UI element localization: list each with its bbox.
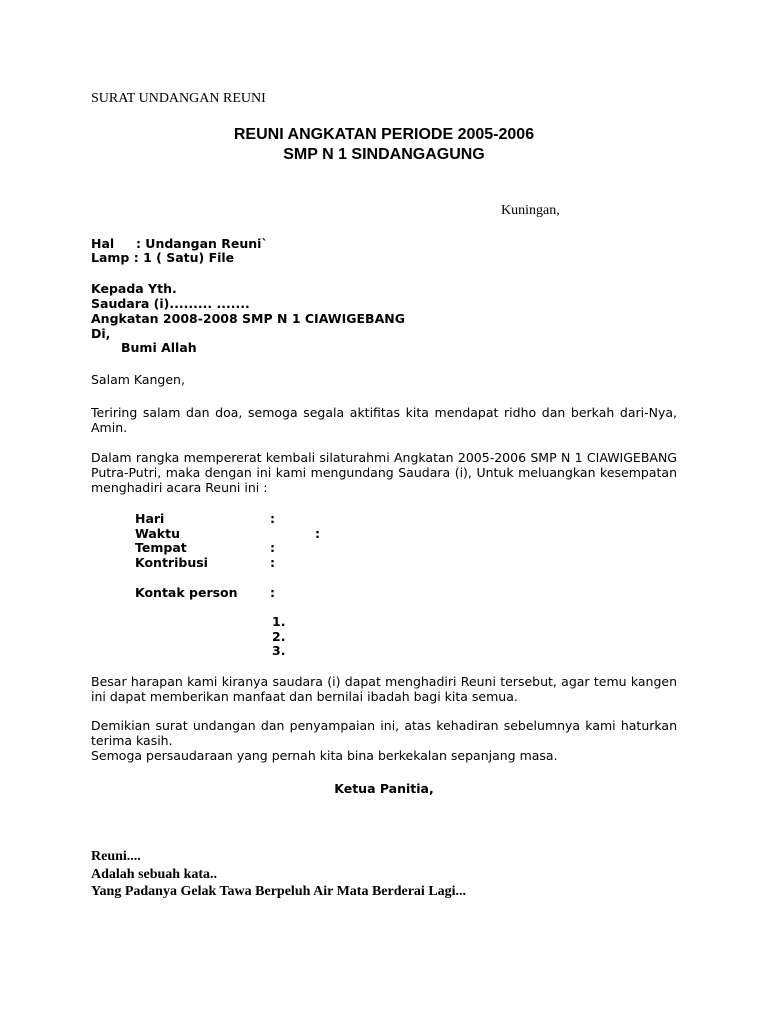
paragraph-invitation: Dalam rangka mempererat kembali silaturahmi Angkatan 2005-2006 SMP N 1 CIAWIGEBANG Putra-Putri, maka dengan ini kami mengundang Saudara (i), Untuk meluangkan kesempatan menghadiri acara Reuni ini : — [91, 450, 677, 495]
title-line-2: SMP N 1 SINDANGAGUNG — [283, 146, 485, 163]
paragraph-opening: Teriring salam dan doa, semoga segala aktifitas kita mendapat ridho dan berkah dari-Nya, Amin. — [91, 405, 677, 435]
contact-number-1: 1. — [272, 614, 286, 629]
place-date: Kuningan, — [501, 203, 560, 218]
event-colon: : — [270, 540, 275, 555]
recipient-kepada: Kepada Yth. — [91, 281, 177, 296]
quote-line-2: Adalah sebuah kata.. — [91, 867, 218, 882]
event-label-waktu: Waktu — [135, 526, 180, 541]
subject-line: Hal : Undangan Reuni` — [91, 236, 268, 251]
recipient-saudara: Saudara (i)......... ....... — [91, 296, 250, 311]
recipient-angkatan: Angkatan 2008-2008 SMP N 1 CIAWIGEBANG — [91, 311, 405, 326]
recipient-bumi: Bumi Allah — [121, 340, 197, 355]
recipient-di: Di, — [91, 326, 111, 341]
contact-number-3: 3. — [272, 643, 286, 658]
attachment-line: Lamp : 1 ( Satu) File — [91, 250, 235, 265]
greeting: Salam Kangen, — [91, 372, 185, 387]
contact-number-2: 2. — [272, 629, 286, 644]
event-colon: : — [270, 511, 275, 526]
event-label-tempat: Tempat — [135, 540, 187, 555]
title-line-1: REUNI ANGKATAN PERIODE 2005-2006 — [233, 126, 535, 143]
header-label: SURAT UNDANGAN REUNI — [91, 91, 266, 106]
paragraph-closing: Demikian surat undangan dan penyampaian ini, atas kehadiran sebelumnya kami haturkan terima kasih. Semoga persaudaraan yang pernah kita bina berkekalan sepanjang masa. — [91, 718, 677, 763]
event-label-kontribusi: Kontribusi — [135, 555, 208, 570]
event-label-hari: Hari — [135, 511, 165, 526]
quote-line-1: Reuni.... — [91, 849, 141, 864]
paragraph-hope: Besar harapan kami kiranya saudara (i) dapat menghadiri Reuni tersebut, agar temu kangen ini dapat memberikan manfaat dan bernilai ibadah bagi kita semua. — [91, 674, 677, 704]
event-colon: : — [270, 555, 275, 570]
signoff: Ketua Panitia, — [334, 781, 434, 796]
event-label-kontak: Kontak person — [135, 585, 238, 600]
quote-line-3: Yang Padanya Gelak Tawa Berpeluh Air Mata Berderai Lagi... — [91, 884, 467, 899]
event-colon: : — [315, 526, 320, 541]
event-colon: : — [270, 585, 275, 600]
